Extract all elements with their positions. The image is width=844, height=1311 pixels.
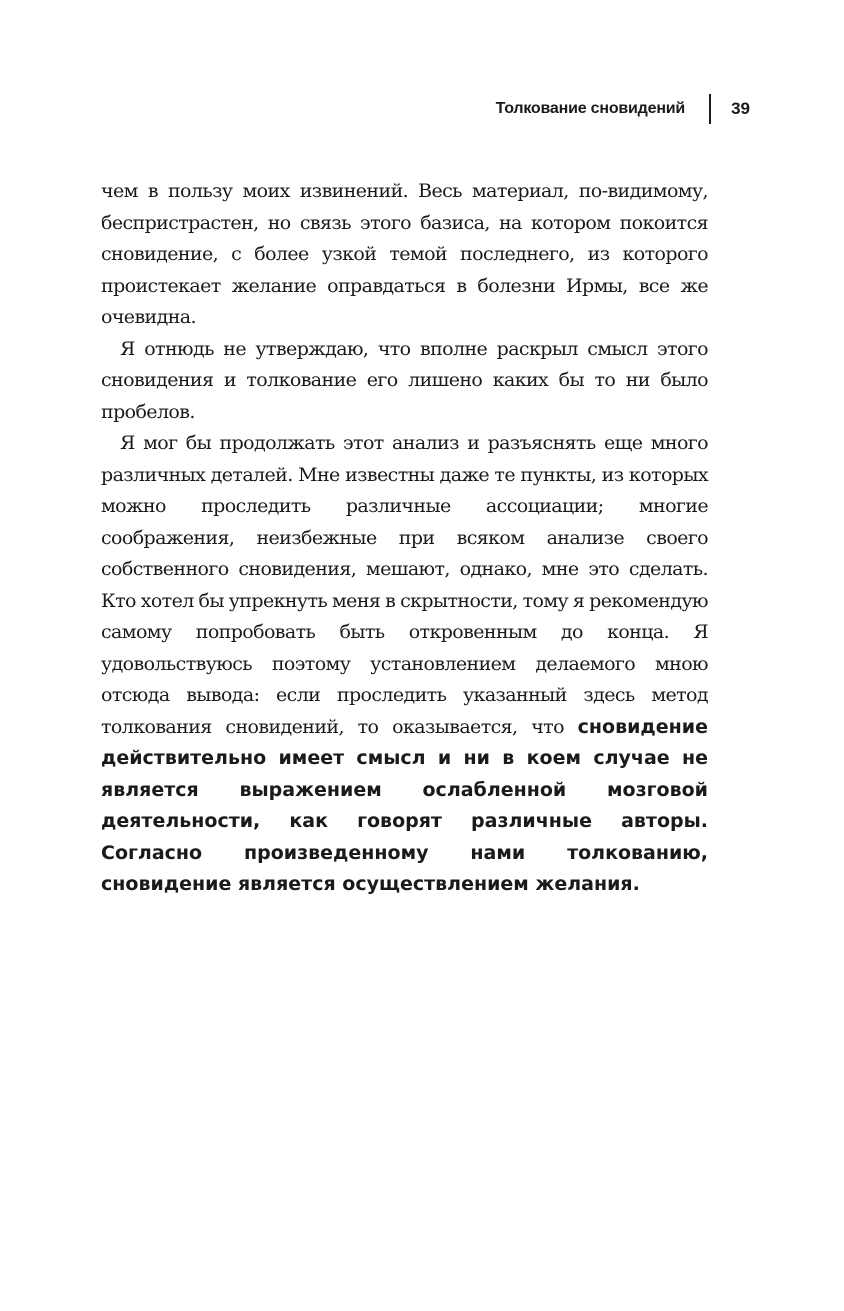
bold-conclusion: сновидение действительно имеет смысл и ни в коем случае не является выражением ослабленной мозговой деятельности, как говорят различные авторы. Согласно произведенному нами толкованию, сновидение является осуществлением желания. [101,715,708,895]
running-header [496,94,750,124]
paragraph-2 [101,334,708,429]
paragraph-2-text: Я отнюдь не утверждаю, что вполне раскрыл смысл этого сновидения и толкование его лишено каких бы то ни было пробелов. [101,337,708,423]
running-title: Толкование сновидений [495,100,686,117]
body-text [101,176,708,901]
header-divider [709,94,711,124]
paragraph-1-text: чем в пользу моих извинений. Весь материал, по-видимому, беспристрастен, но связь этого базиса, на котором покоится сновидение, с более узкой темой последнего, из которого проистекает желание оправдаться в болезни Ирмы, все же очевидна. [101,180,708,328]
page-number: 39 [731,99,750,118]
paragraph-1 [101,176,708,334]
paragraph-3 [101,428,708,901]
paragraph-3-text: Я мог бы продолжать этот анализ и разъяснять еще много различных деталей. Мне известны даже те пункты, из которых можно проследить различные ассоциации; многие соображения, неизбежные при всяком анализе своего собственного сновидения, мешают, однако, мне это сделать. Кто хотел бы упрекнуть меня в скрытности, тому я рекомендую самому попробовать быть откровенным до конца. Я удовольствуюсь поэтому установлением делаемого мною отсюда вывода: если проследить указанный здесь метод толкования сновидений, то оказывается, что [101,432,708,738]
